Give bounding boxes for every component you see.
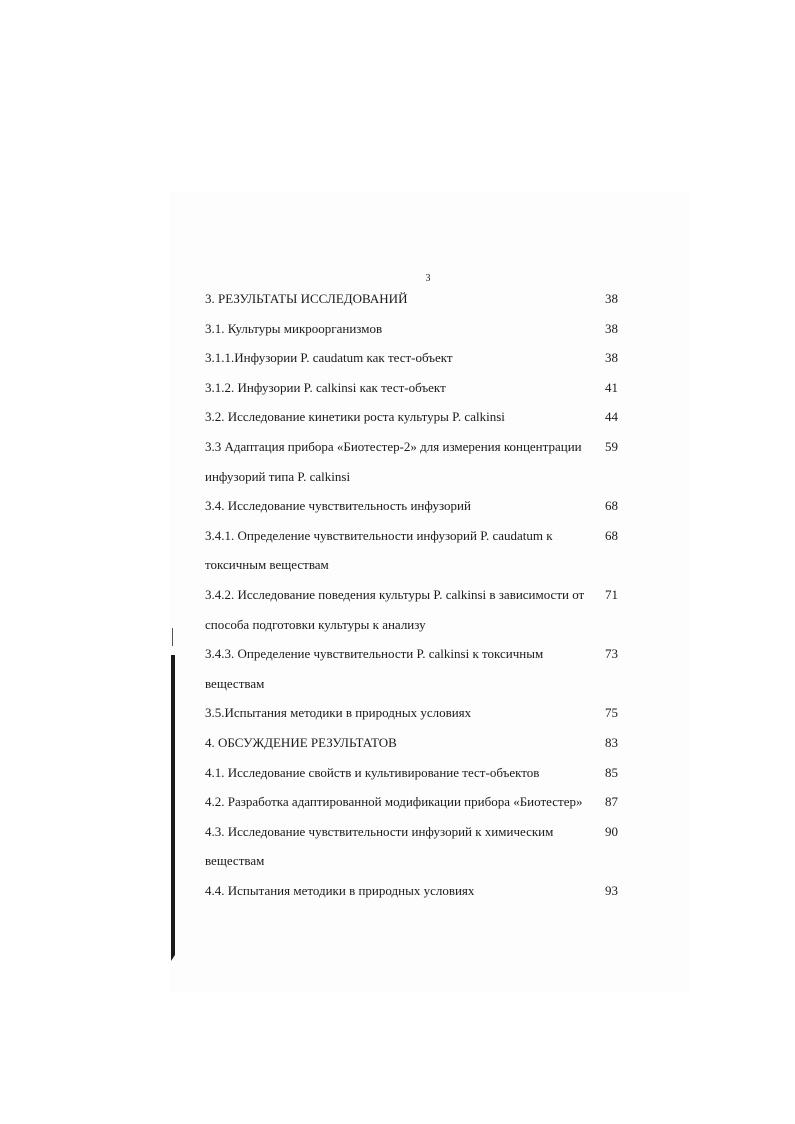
toc-entry	[205, 373, 625, 403]
toc-entry-title: 4.1. Исследование свойств и культивирование тест-объектов	[205, 764, 540, 780]
toc-entry-title: 3. РЕЗУЛЬТАТЫ ИССЛЕДОВАНИЙ	[205, 291, 408, 306]
toc-entry-title: 3.2. Исследование кинетики роста культуры P. calkinsi	[205, 409, 505, 425]
toc-entry-title: 3.3 Адаптация прибора «Биотестер-2» для измерения концентрации	[205, 438, 582, 454]
toc-entry	[205, 639, 625, 698]
toc-entry-title: 4.3. Исследование чувствительности инфузорий к химическим	[205, 823, 554, 839]
toc-entry-page: 75	[605, 705, 618, 721]
toc-entry-page: 85	[605, 764, 618, 780]
toc-entry-title: 3.4.1. Определение чувствительности инфузорий P. caudatum к	[205, 527, 553, 543]
toc-entry-page: 68	[605, 498, 618, 514]
toc-entry-title: 3.5.Испытания методики в природных условиях	[205, 705, 472, 721]
toc-entry-title: 3.1.2. Инфузории P. calkinsi как тест-объект	[205, 379, 446, 395]
toc-entry	[205, 402, 625, 432]
toc-entry	[205, 817, 625, 876]
toc-entry-page: 68	[605, 527, 618, 543]
toc-entry-title: 3.4.3. Определение чувствительности P. calkinsi к токсичным	[205, 646, 544, 662]
toc-entry-page: 41	[605, 379, 618, 395]
toc-entry-title: 4. ОБСУЖДЕНИЕ РЕЗУЛЬТАТОВ	[205, 734, 397, 750]
toc-entry-title: инфузорий типа P. calkinsi	[205, 468, 351, 484]
page-number: 3	[425, 273, 431, 284]
toc-entry	[205, 787, 625, 817]
toc-entry-page: 38	[605, 350, 618, 366]
toc-entry-title: веществам	[205, 675, 265, 691]
toc-entry	[205, 284, 625, 314]
toc-entry	[205, 758, 625, 788]
toc-entry	[205, 876, 625, 906]
toc-entry-page: 38	[605, 320, 618, 336]
toc-entry-page: 44	[605, 409, 618, 425]
toc-entry-page: 71	[605, 586, 618, 602]
toc-entry	[205, 698, 625, 728]
toc-entry-page: 90	[605, 823, 618, 839]
scan-margin-bar	[171, 655, 175, 955]
toc-entry-page: 93	[605, 882, 618, 898]
toc-entry-title: веществам	[205, 853, 265, 869]
toc-entry-title: токсичным веществам	[205, 557, 329, 573]
toc-entry-page: 38	[605, 291, 618, 306]
toc-entry-page: 87	[605, 794, 618, 810]
toc-entry	[205, 314, 625, 344]
toc-entry-page: 83	[605, 734, 618, 750]
toc-entry	[205, 521, 625, 580]
toc-entry-page: 59	[605, 438, 618, 454]
table-of-contents	[205, 284, 625, 905]
toc-entry	[205, 432, 625, 491]
toc-entry	[205, 728, 625, 758]
toc-entry	[205, 580, 625, 639]
toc-entry-title: 3.4.2. Исследование поведения культуры P. calkinsi в зависимости от	[205, 586, 585, 602]
toc-entry-title: 3.1. Культуры микроорганизмов	[205, 320, 383, 336]
toc-entry-title: способа подготовки культуры к анализу	[205, 616, 426, 632]
toc-entry	[205, 491, 625, 521]
toc-entry-title: 4.2. Разработка адаптированной модификации прибора «Биотестер»	[205, 794, 583, 810]
toc-entry-title: 3.4. Исследование чувствительность инфузорий	[205, 498, 471, 514]
toc-entry-title: 4.4. Испытания методики в природных условиях	[205, 882, 475, 898]
toc-entry-page: 73	[605, 646, 618, 662]
toc-entry-title: 3.1.1.Инфузории P. caudatum как тест-объект	[205, 350, 453, 366]
scan-artifact-tick	[172, 628, 173, 646]
toc-entry	[205, 343, 625, 373]
